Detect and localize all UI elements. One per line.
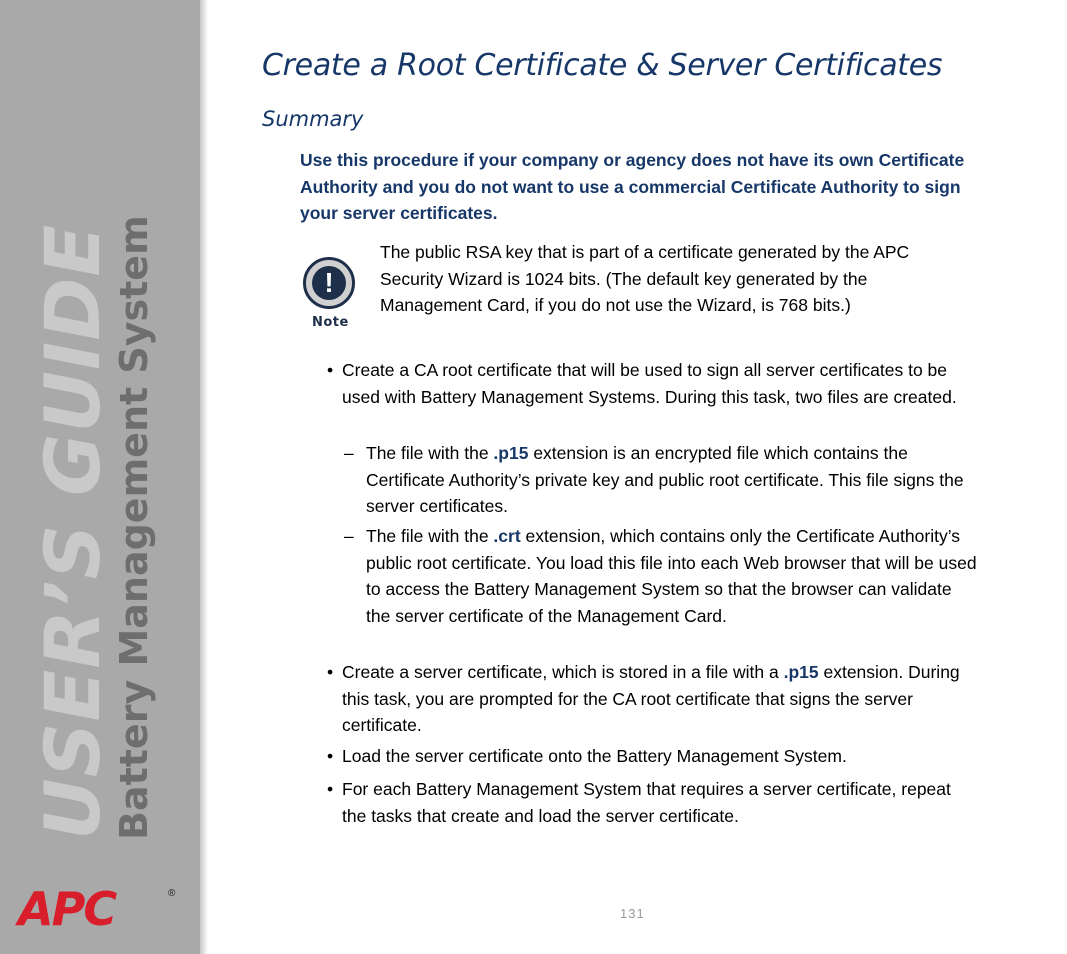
p15-extension: .p15 <box>783 662 819 682</box>
page-number: 131 <box>620 906 645 921</box>
bullet-item-1: Create a CA root certificate that will be used to sign all server certificates to be used with Battery Management Systems. During this task, two files are created. <box>342 360 957 407</box>
logo-text: APC <box>18 882 116 936</box>
sub-bullet-1-pre: The file with the <box>366 443 494 463</box>
sub-bullet-item-1 <box>366 440 978 520</box>
page-title: Create a Root Certificate & Server Certificates <box>262 48 943 83</box>
sub-bullet-2-pre: The file with the <box>366 526 494 546</box>
apc-logo <box>18 882 178 936</box>
sub-bullet-item-2 <box>366 523 978 629</box>
bullet-item-4: For each Battery Management System that requires a server certificate, repeat the tasks that create and load the server certificate. <box>342 779 951 826</box>
p15-extension: .p15 <box>493 443 529 463</box>
bullet-marker: • <box>327 779 334 799</box>
bullet-2-post: extension. During this task, you are prompted for the CA root certificate that signs the server certificate. <box>342 662 960 735</box>
note-label: Note <box>312 315 349 330</box>
sidebar-edge <box>200 0 208 954</box>
exclamation-icon: ! <box>312 266 346 300</box>
note-text: The public RSA key that is part of a certificate generated by the APC Security Wizard is 1024 bits. (The default key generated by the Management Card, if you do not use the Wizard, is 768 bits.) <box>380 242 910 315</box>
sub-bullet-2-post: extension, which contains only the Certificate Authority’s public root certificate. You load this file into each Web browser that will be used to access the Battery Management System so that the browser can validate the server certificate of the Management Card. <box>366 526 977 626</box>
sub-bullet-marker: – <box>344 443 354 463</box>
bullet-marker: • <box>327 662 334 682</box>
bullet-marker: • <box>327 360 334 380</box>
section-heading: Summary <box>262 107 364 131</box>
registered-mark: ® <box>168 888 176 899</box>
intro-paragraph: Use this procedure if your company or agency does not have its own Certificate Authority and you do not want to use a commercial Certificate Authority to sign your server certificates. <box>300 150 965 223</box>
bullet-item-3: Load the server certificate onto the Battery Management System. <box>342 746 847 766</box>
product-name-vertical: Battery Management System <box>112 215 156 840</box>
note-circle <box>303 257 355 309</box>
crt-extension: .crt <box>493 526 521 546</box>
users-guide-vertical: USER’S GUIDE <box>28 223 117 840</box>
note-icon <box>300 257 362 333</box>
bullet-marker: • <box>327 746 334 766</box>
bullet-2-pre: Create a server certificate, which is stored in a file with a <box>342 662 784 682</box>
sub-bullet-marker: – <box>344 526 354 546</box>
sub-bullet-1-post: extension is an encrypted file which contains the Certificate Authority’s private key and public root certificate. This file signs the server certificates. <box>366 443 964 516</box>
bullet-item-2 <box>342 659 977 739</box>
